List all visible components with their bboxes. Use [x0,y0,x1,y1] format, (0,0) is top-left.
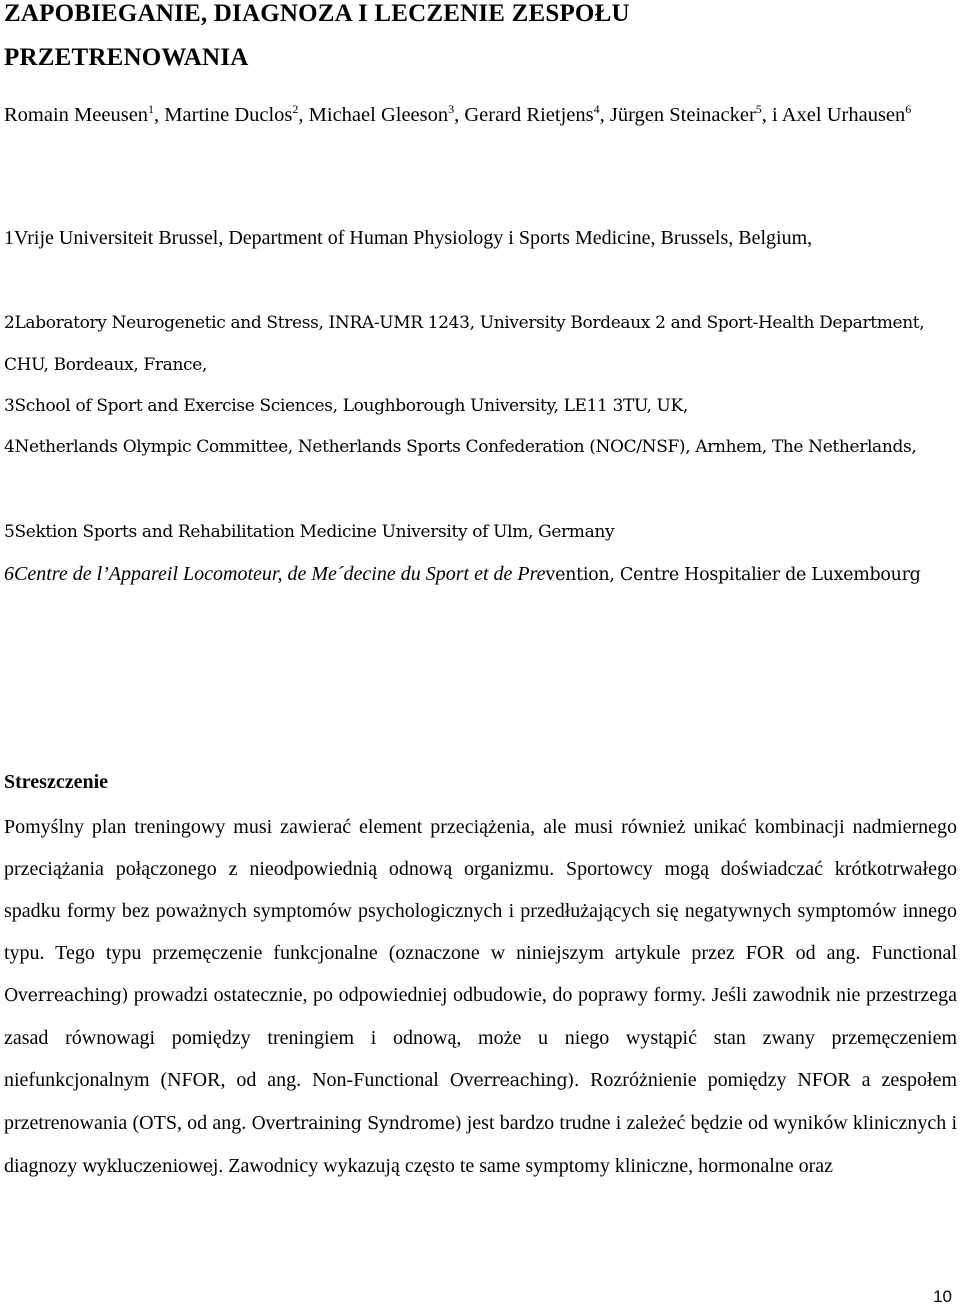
affiliation-6-rest: vention, Centre Hospitalier de Luxembourg [545,565,921,585]
abstract-text: Pomyślny plan treningowy musi zawierać element przeciążenia, ale musi również unikać kombinacji nadmiernego przeciążania połączonego z nieodpowiednią odnową organizmu. Sportowcy mogą doświadczać krótkotrwałego spadku formy bez poważnych symptomów psychologicznych i przedłużających się negatywnych symptomów innego typu. Tego typu przemęczenie funkcjonalne (oznaczone w niniejszym artykule przez FOR od ang. Functional [4,816,957,964]
abstract-paragraph [4,806,957,1188]
abstract-text: Zawodnicy wykazują często te same symptomy kliniczne, hormonalne oraz [223,1155,834,1177]
author-name: Romain Meeusen [4,104,149,126]
author-affiliation-mark: 1 [148,102,155,116]
title-line-1: ZAPOBIEGANIE, DIAGNOZA I LECZENIE ZESPOŁU [4,0,630,27]
author-name: Gerard Rietjens [464,104,594,126]
affiliation-4: 4Netherlands Olympic Committee, Netherlands Sports Confederation (NOC/NSF), Arnhem, The Netherlands, [4,437,917,457]
author-separator: , i [761,104,782,126]
title-line-2: PRZETRENOWANIA [4,44,249,71]
abstract-text: Rozróżnienie pomiędzy NFOR a zespołem przetrenowania (OTS, od ang. [4,1069,958,1134]
abstract-term: Overreaching). [449,1071,580,1091]
abstract-text: prowadzi ostatecznie, po odpowiedniej odbudowie, do poprawy formy. Jeśli zawodnik nie przestrzega zasad równowagi pomiędzy treningiem i odnową, może u niego wystąpić stan zwany przemęczeniem niefunkcjonalnym (NFOR, od ang. Non-Functional [4,984,957,1091]
affiliation-6 [4,553,954,596]
author-separator: , [298,104,309,126]
author-affiliation-mark: 3 [448,102,455,116]
author-affiliation-mark: 2 [292,102,299,116]
author-affiliation-mark: 4 [593,102,600,116]
affiliation-5: 5Sektion Sports and Rehabilitation Medicine University of Ulm, Germany [4,522,615,542]
author-name: Martine Duclos [164,104,293,126]
abstract-term: Overtraining Syndrome) [251,1114,462,1134]
author-list [4,94,954,138]
section-heading-abstract: Streszczenie [4,771,109,793]
affiliation-6-italic: 6Centre de l’Appareil Locomoteur, de Me´decine du Sport et de Pre [4,563,546,585]
affiliation-3: 3School of Sport and Exercise Sciences, Loughborough University, LE11 3TU, UK, [4,396,688,416]
abstract-term: Overreaching) [4,986,129,1006]
affiliation-1: 1Vrije Universiteit Brussel, Department of Human Physiology i Sports Medicine, Brussels, Belgium, [4,227,813,249]
abstract-term: wykluczeniowej. [82,1157,224,1177]
author-name: Michael Gleeson [308,104,449,126]
author-separator: , [154,104,165,126]
author-separator: , [454,104,465,126]
abstract-text: jest bardzo trudne i zależeć będzie od wyników klinicznych i diagnozy [4,1112,957,1177]
page-number: 10 [933,1287,952,1306]
author-name: Axel Urhausen [781,104,906,126]
affiliation-2: 2Laboratory Neurogenetic and Stress, INRA-UMR 1243, University Bordeaux 2 and Sport-Health Department, CHU, Bordeaux, France, [4,313,925,375]
author-name: Jürgen Steinacker [609,104,756,126]
author-separator: , [599,104,610,126]
author-affiliation-mark: 6 [905,102,912,116]
author-affiliation-mark: 5 [755,102,762,116]
